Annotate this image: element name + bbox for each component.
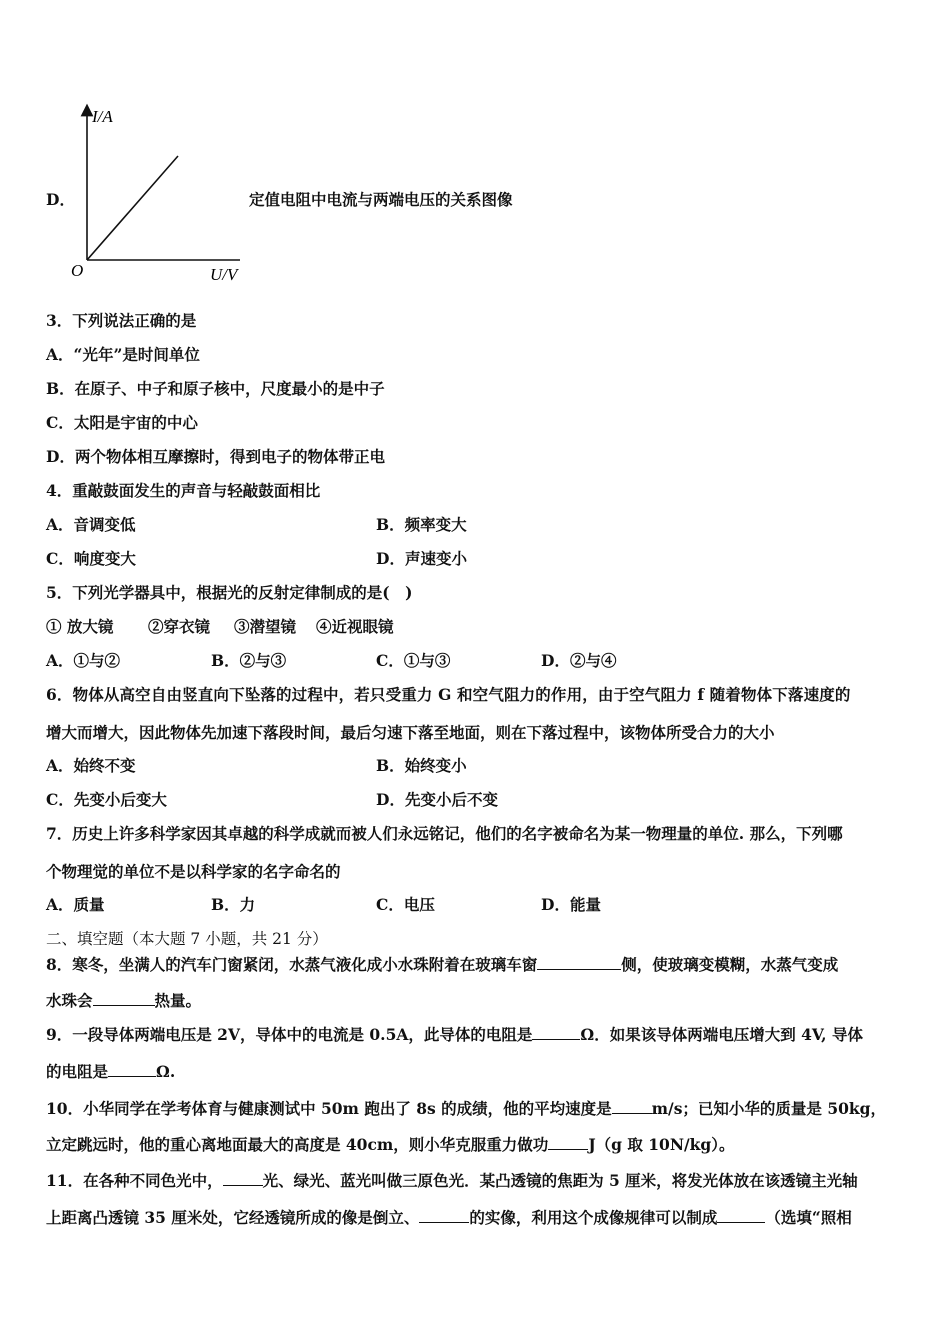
q5-option-d: D．②与④ bbox=[541, 651, 617, 670]
q8-text-2a: 水珠会 bbox=[46, 991, 93, 1010]
q11-text-1a: 11．在各种不同色光中， bbox=[46, 1171, 223, 1190]
q6-option-d: D．先变小后不变 bbox=[376, 790, 498, 809]
q9-text-2b: Ω. bbox=[156, 1062, 176, 1081]
x-axis-label: U/V bbox=[210, 265, 238, 284]
q4-option-a: A．音调变低 bbox=[46, 515, 136, 534]
q6-option-b: B．始终变小 bbox=[376, 756, 467, 775]
q5-item-2: ②穿衣镜 bbox=[148, 617, 211, 636]
q9-line-2 bbox=[46, 1062, 175, 1082]
q3-option-a: A．“光年”是时间单位 bbox=[46, 345, 200, 364]
q9-text-2a: 的电阻是 bbox=[46, 1062, 109, 1081]
q11-text-2b: 的实像，利用这个成像规律可以制成 bbox=[469, 1208, 718, 1227]
q11-line-1 bbox=[46, 1171, 858, 1191]
q11-blank-1[interactable] bbox=[223, 1171, 263, 1186]
q5-option-a: A．①与② bbox=[46, 651, 121, 670]
q8-line-1 bbox=[46, 955, 838, 975]
q9-line-1 bbox=[46, 1025, 863, 1045]
q10-text-2b: J（g 取 10N/kg）。 bbox=[588, 1135, 735, 1154]
q6-line-2: 增大而增大，因此物体先加速下落段时间，最后匀速下落至地面，则在下落过程中，该物体所受合力的大小 bbox=[46, 723, 775, 742]
q3-option-d: D．两个物体相互摩擦时，得到电子的物体带正电 bbox=[46, 447, 385, 466]
section-2-heading: 二、填空题（本大题 7 小题，共 21 分） bbox=[46, 930, 328, 948]
q11-blank-3[interactable] bbox=[717, 1208, 765, 1223]
y-axis-label: I/A bbox=[92, 107, 113, 126]
q8-text-1a: 8．寒冬，坐满人的汽车门窗紧闭，水蒸气液化成小水珠附着在玻璃车窗 bbox=[46, 955, 538, 974]
q11-text-2a: 上距离凸透镜 35 厘米处，它经透镜所成的像是倒立、 bbox=[46, 1208, 420, 1227]
q10-text-1a: 10．小华同学在学考体育与健康测试中 50m 跑出了 8s 的成绩，他的平均速度是 bbox=[46, 1099, 612, 1118]
q7-line-1: 7．历史上许多科学家因其卓越的科学成就而被人们永远铭记，他们的名字被命名为某一物理量的单位. 那么，下列哪 bbox=[46, 824, 843, 843]
q10-text-2a: 立定跳远时，他的重心离地面最大的高度是 40cm，则小华克服重力做功 bbox=[46, 1135, 549, 1154]
q7-option-c: C．电压 bbox=[376, 895, 435, 914]
q9-text-1b: Ω．如果该导体两端电压增大到 4V, 导体 bbox=[580, 1025, 863, 1044]
q10-text-1b: m/s；已知小华的质量是 50kg， bbox=[651, 1099, 886, 1118]
q9-blank-1[interactable] bbox=[532, 1025, 580, 1040]
q10-line-2 bbox=[46, 1135, 735, 1155]
q9-blank-2[interactable] bbox=[108, 1062, 156, 1077]
q4-option-b: B．频率变大 bbox=[376, 515, 467, 534]
q7-option-a: A．质量 bbox=[46, 895, 105, 914]
q9-text-1a: 9．一段导体两端电压是 2V，导体中的电流是 0.5A，此导体的电阻是 bbox=[46, 1025, 533, 1044]
q8-blank-2[interactable] bbox=[93, 991, 155, 1006]
q6-option-a: A．始终不变 bbox=[46, 756, 136, 775]
q5-item-4: ④近视眼镜 bbox=[316, 617, 394, 636]
q7-option-b: B．力 bbox=[211, 895, 256, 914]
q8-text-2b: 热量。 bbox=[154, 991, 202, 1010]
q7-option-d: D．能量 bbox=[541, 895, 601, 914]
origin-label: O bbox=[71, 261, 84, 280]
q10-blank-1[interactable] bbox=[612, 1099, 652, 1114]
q5-item-1: ① 放大镜 bbox=[46, 617, 114, 636]
q7-line-2: 个物理觉的单位不是以科学家的名字命名的 bbox=[46, 862, 341, 881]
q11-blank-2[interactable] bbox=[419, 1208, 469, 1223]
q5-stem: 5．下列光学器具中，根据光的反射定律制成的是( ) bbox=[46, 583, 413, 602]
q2-option-d-label: D． bbox=[46, 190, 75, 209]
q10-line-1 bbox=[46, 1099, 886, 1119]
q8-text-1b: 侧，使玻璃变模糊，水蒸气变成 bbox=[621, 955, 839, 974]
q10-blank-2[interactable] bbox=[548, 1135, 588, 1150]
current-voltage-graph bbox=[60, 100, 260, 290]
q2-option-d-caption: 定值电阻中电流与两端电压的关系图像 bbox=[249, 190, 513, 209]
q4-stem: 4．重敲鼓面发生的声音与轻敲鼓面相比 bbox=[46, 481, 321, 500]
q6-line-1: 6．物体从高空自由竖直向下坠落的过程中，若只受重力 G 和空气阻力的作用，由于空气阻力 f 随着物体下落速度的 bbox=[46, 685, 851, 704]
proportional-line bbox=[87, 156, 178, 260]
q11-text-1b: 光、绿光、蓝光叫做三原色光．某凸透镜的焦距为 5 厘米，将发光体放在该透镜主光轴 bbox=[262, 1171, 858, 1190]
q8-blank-1[interactable] bbox=[537, 955, 621, 970]
q4-option-d: D．声速变小 bbox=[376, 549, 467, 568]
q4-option-c: C．响度变大 bbox=[46, 549, 136, 568]
q11-text-2c: （选填“照相 bbox=[765, 1208, 852, 1227]
q6-option-c: C．先变小后变大 bbox=[46, 790, 167, 809]
q5-option-b: B．②与③ bbox=[211, 651, 287, 670]
q3-option-b: B．在原子、中子和原子核中，尺度最小的是中子 bbox=[46, 379, 385, 398]
q11-line-2 bbox=[46, 1208, 852, 1228]
q3-stem: 3．下列说法正确的是 bbox=[46, 311, 197, 330]
q8-line-2 bbox=[46, 991, 201, 1011]
q3-option-c: C．太阳是宇宙的中心 bbox=[46, 413, 198, 432]
q5-option-c: C．①与③ bbox=[376, 651, 451, 670]
q5-item-3: ③潜望镜 bbox=[234, 617, 297, 636]
